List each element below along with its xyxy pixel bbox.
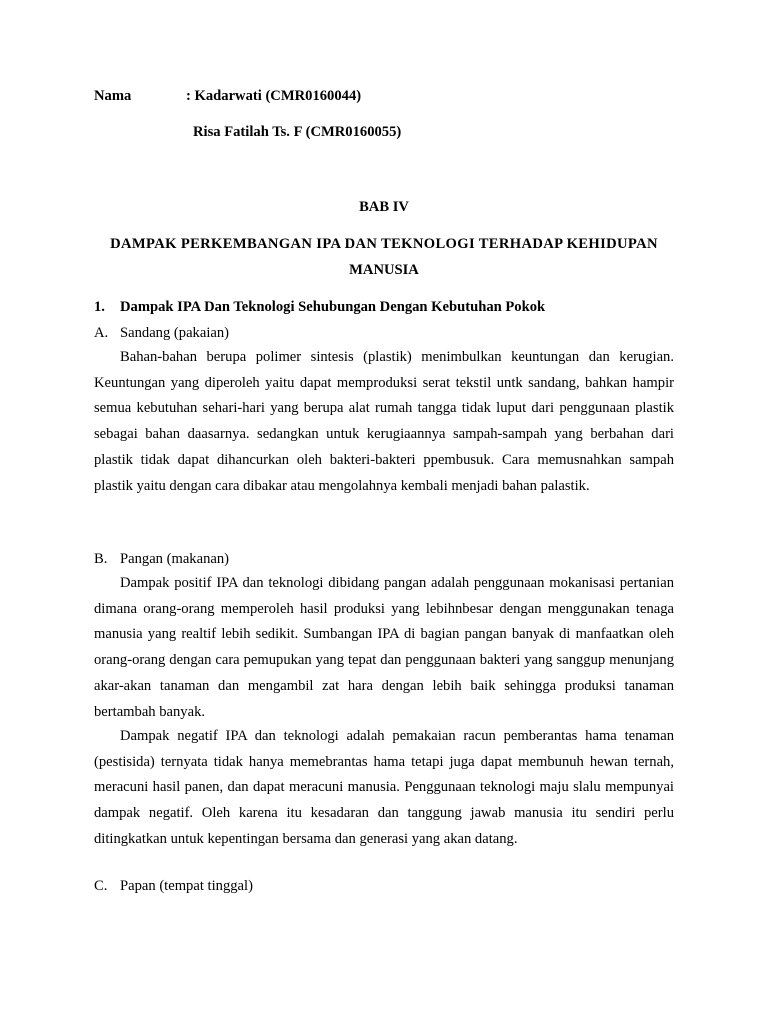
chapter-number: BAB IV bbox=[359, 199, 409, 215]
section-number: 1. bbox=[94, 299, 105, 315]
subsection-c-title: Papan (tempat tinggal) bbox=[120, 878, 253, 894]
name-label: Nama bbox=[94, 88, 132, 104]
subsection-b-paragraph-1 bbox=[94, 571, 674, 725]
subsection-b-title: Pangan (makanan) bbox=[120, 551, 230, 567]
chapter-title-line2: MANUSIA bbox=[349, 262, 419, 278]
subsection-a-title: Sandang (pakaian) bbox=[120, 325, 230, 341]
subsection-b-letter: B. bbox=[94, 551, 108, 567]
paragraph-text: Dampak positif IPA dan teknologi dibidang pangan adalah penggunaan mokanisasi pertanian dimana orang-orang memperoleh hasil produksi yang lebihnbesar dengan menggunakan tenaga manusia yang realtif lebih sedikit. Sumbangan IPA di bagian pangan banyak di manfaatkan oleh orang-orang dengan cara pemupukan yang tepat dan penggunaan bakteri yang sanggup menunjang akar-akan tanaman dan mengambil zat hara dengan lebih baik sehingga produksi tanaman bertambah banyak. bbox=[94, 575, 674, 720]
subsection-a-letter: A. bbox=[94, 325, 109, 341]
paragraph-text: Dampak negatif IPA dan teknologi adalah pemakaian racun pemberantas hama tenaman (pestisida) ternyata tidak hanya memebrantas hama tetapi juga dapat membunuh hewan ternah, meracuni hasil panen, dan dapat meracuni manusia. Penggunaan teknologi maju slalu mempunyai dampak negatif. Oleh karena itu kesadaran dan tanggung jawab manusia itu sendiri perlu ditingkatkan untuk kepentingan bersama dan generasi yang akan datang. bbox=[94, 728, 674, 847]
subsection-b-paragraph-2 bbox=[94, 724, 674, 853]
subsection-c-letter: C. bbox=[94, 878, 108, 894]
author-1: : Kadarwati (CMR0160044) bbox=[186, 88, 362, 104]
author-2: Risa Fatilah Ts. F (CMR0160055) bbox=[193, 124, 402, 140]
section-title: Dampak IPA Dan Teknologi Sehubungan Dengan Kebutuhan Pokok bbox=[120, 299, 546, 315]
paragraph-text: Bahan-bahan berupa polimer sintesis (plastik) menimbulkan keuntungan dan kerugian. Keuntungan yang diperoleh yaitu dapat memproduksi serat tekstil untk sandang, bahkan hampir semua kebutuhan sehari-hari yang berupa alat rumah tangga tidak luput dari penggunaan plastik sebagai bahan daasarnya. sedangkan untuk kerugiaannya sampah-sampah yang berbahan dari plastik tidak dapat dihancurkan oleh bakteri-bakteri ppembusuk. Cara memusnahkan sampah plastik yaitu dengan cara dibakar atau mengolahnya kembali menjadi bahan palastik. bbox=[94, 349, 674, 494]
subsection-a-paragraph bbox=[94, 345, 674, 499]
chapter-title-line1: DAMPAK PERKEMBANGAN IPA DAN TEKNOLOGI TERHADAP KEHIDUPAN bbox=[110, 236, 658, 252]
